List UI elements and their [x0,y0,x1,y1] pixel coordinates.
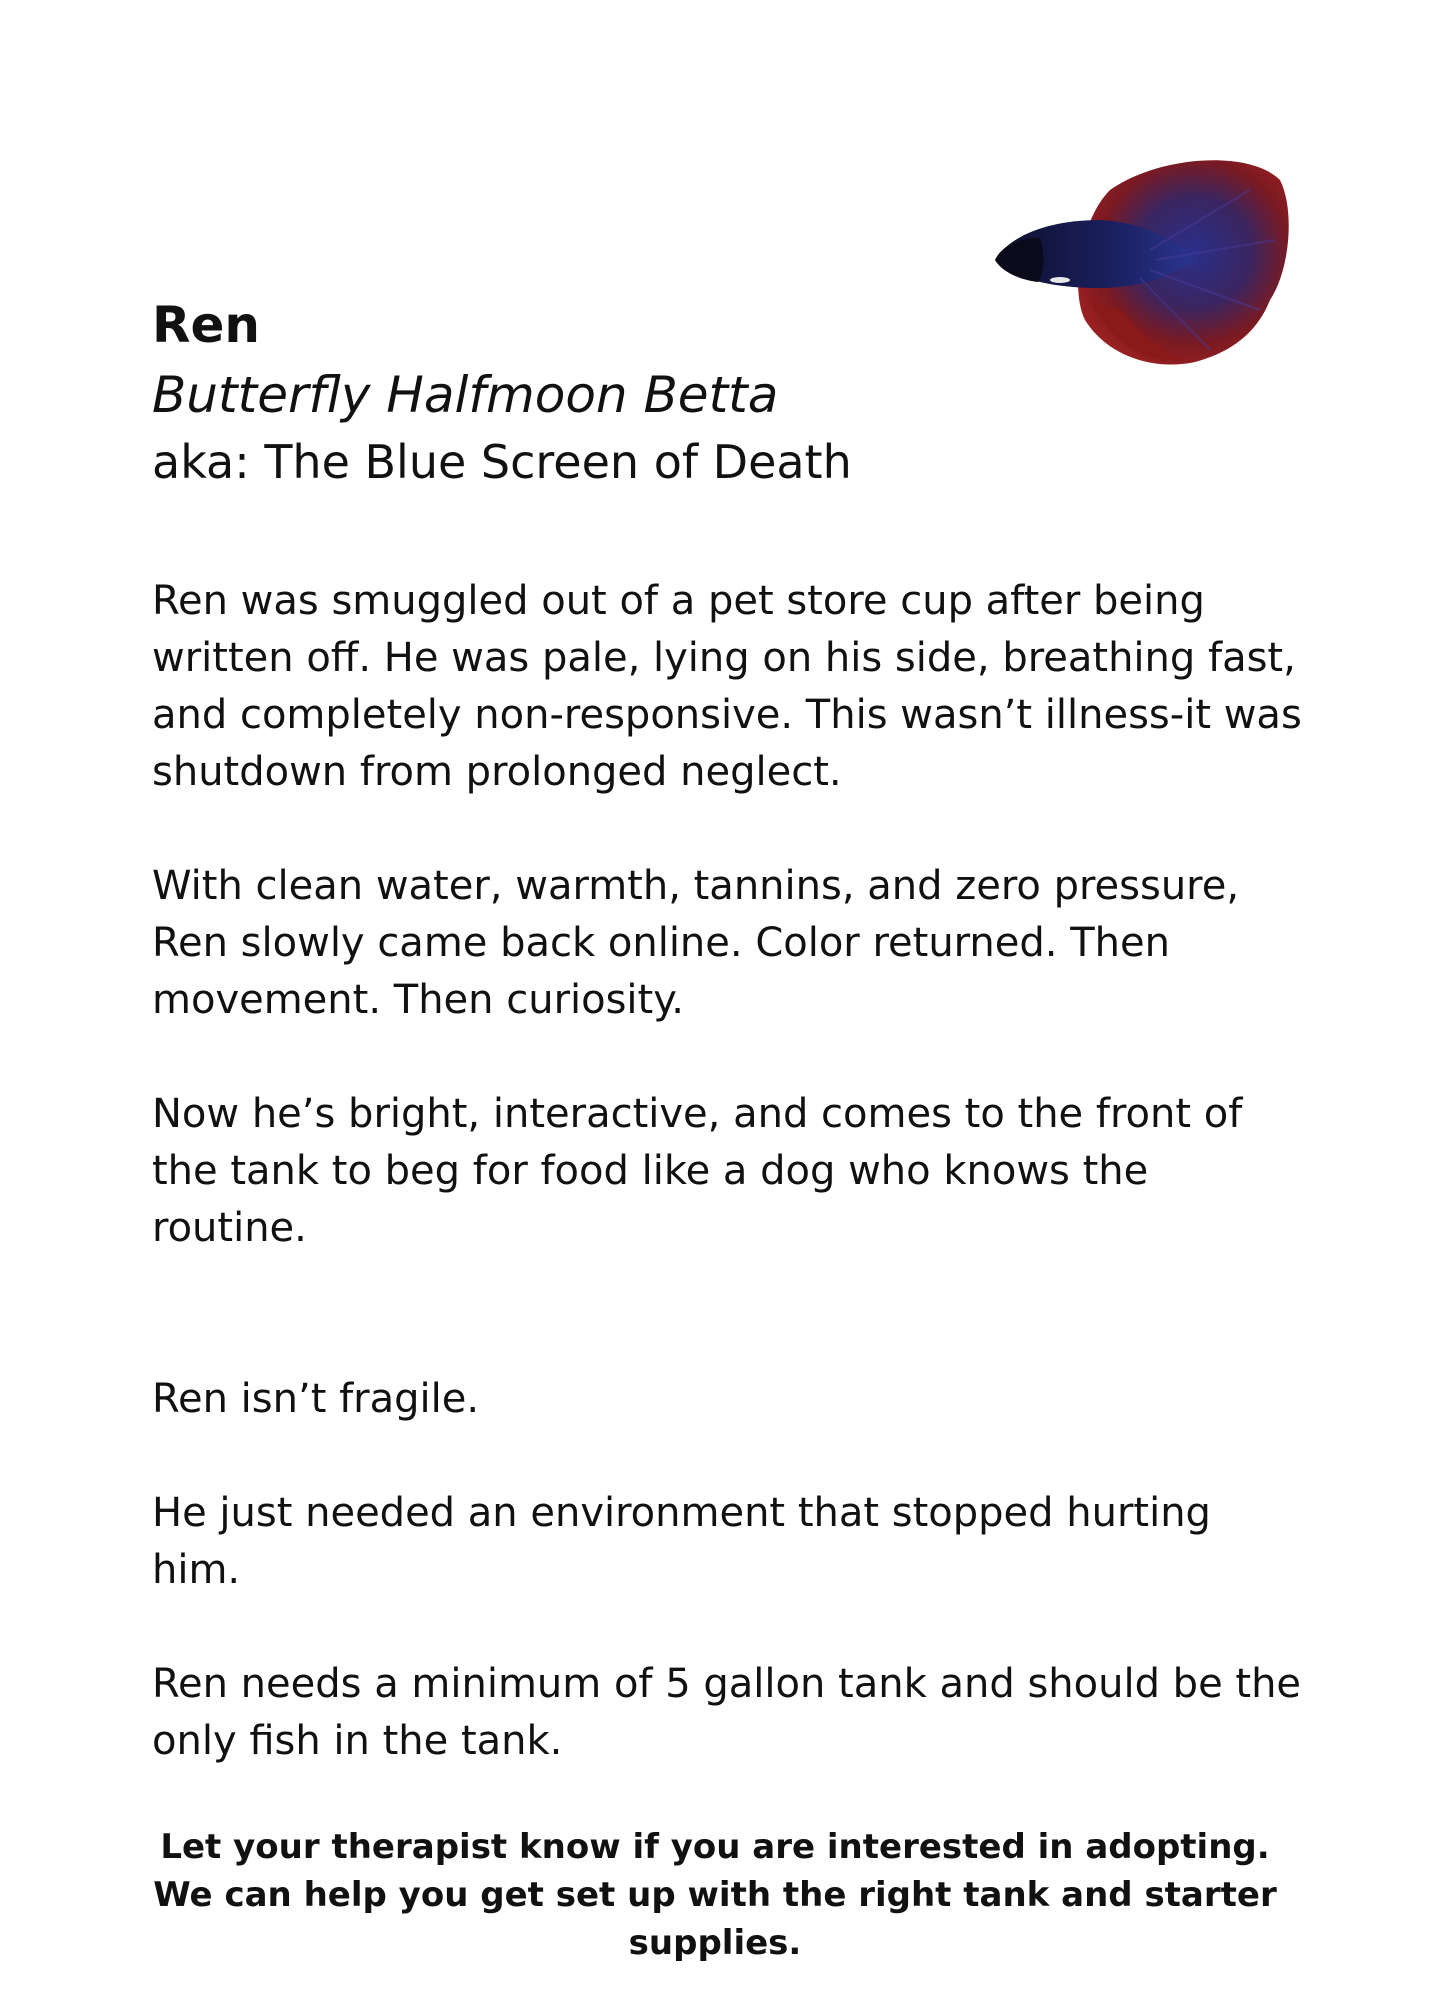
callout-line-3: supplies. [628,1923,802,1963]
tank-requirements: Ren needs a minimum of 5 gallon tank and should be the only fish in the tank. [152,1661,1302,1764]
fish-header [152,290,972,494]
story-closing [152,1314,1302,1827]
fish-breed: Butterfly Halfmoon Betta [152,366,779,424]
story-line-fragile: Ren isn’t fragile. [152,1376,480,1422]
story-paragraph-2: With clean water, warmth, tannins, and zero pressure, Ren slowly came back online. Color returned. Then movement. Then curiosity. [152,863,1240,1023]
fish-story [152,573,1302,1827]
story-line-environment: He just needed an environment that stopped hurting him. [152,1490,1211,1593]
adoption-callout [150,1823,1280,1967]
betta-fish-image [990,150,1300,380]
story-paragraph-3: Now he’s bright, interactive, and comes to the front of the tank to beg for food like a dog who knows the routine. [152,1091,1243,1251]
callout-line-1: Let your therapist know if you are interested in adopting. [160,1827,1270,1867]
story-paragraph-1: Ren was smuggled out of a pet store cup after being written off. He was pale, lying on his side, breathing fast, and completely non-responsive. This wasn’t illness-it was shutdown from prolonged neglect. [152,578,1302,795]
callout-line-2: We can help you get set up with the right tank and starter [153,1875,1277,1915]
fish-nickname: aka: The Blue Screen of Death [152,435,852,489]
fish-name: Ren [152,296,261,354]
